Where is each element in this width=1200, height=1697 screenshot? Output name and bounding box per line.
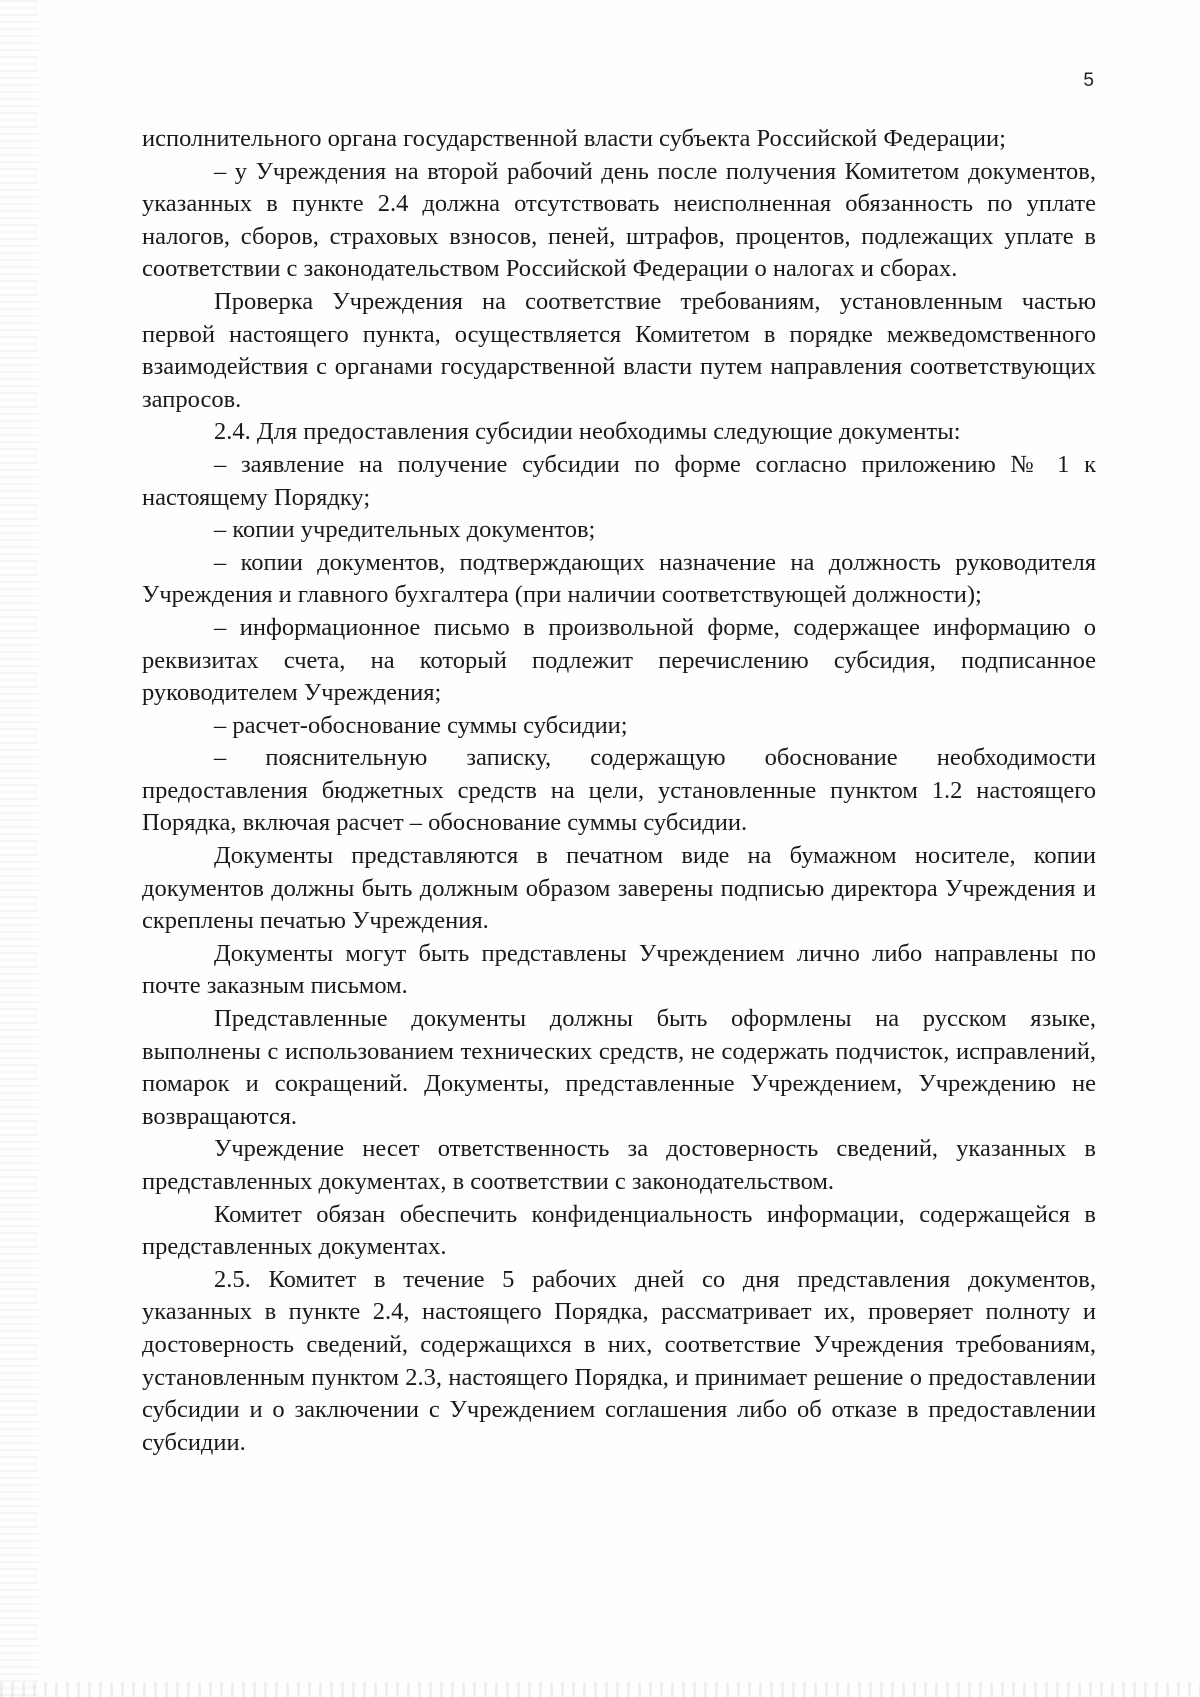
paragraph: 2.4. Для предоставления субсидии необходимы следующие документы: <box>214 418 961 446</box>
paragraph: – у Учреждения на второй рабочий день после получения Комитетом документов, указанных в пункте 2.4 должна отсутствовать неисполненная обязанность по уплате налогов, сборов, страховых взносов, пеней, штрафов, процентов, подлежащих уплате в соответствии с законодательством Российской Федерации о налогах и сборах. <box>142 157 1096 283</box>
scan-edge-bottom <box>0 1682 1200 1697</box>
paragraph: Учреждение несет ответственность за достоверность сведений, указанных в представленных документах, в соответствии с законодательством. <box>142 1135 1096 1195</box>
scan-edge-left <box>0 0 38 1697</box>
paragraph: Представленные документы должны быть оформлены на русском языке, выполнены с использованием технических средств, не содержать подчисток, исправлений, помарок и сокращений. Документы, представленные Учреждением, Учреждению не возвращаются. <box>142 1005 1096 1130</box>
paragraph: – пояснительную записку, содержащую обоснование необходимости предоставления бюджетных средств на цели, установленные пунктом 1.2 настоящего Порядка, включая расчет – обоснование суммы субсидии. <box>142 744 1096 837</box>
paragraph: Комитет обязан обеспечить конфиденциальность информации, содержащейся в представленных документах. <box>142 1200 1096 1261</box>
paragraph: – заявление на получение субсидии по форме согласно приложению № 1 к настоящему Порядку; <box>142 450 1096 511</box>
paragraph: Проверка Учреждения на соответствие требованиям, установленным частью первой настоящего пункта, осуществляется Комитетом в порядке межведомственного взаимодействия с органами государственной власти путем направления соответствующих запросов. <box>142 287 1096 413</box>
paragraph: – информационное письмо в произвольной форме, содержащее информацию о реквизитах счета, на который подлежит перечислению субсидия, подписанное руководителем Учреждения; <box>142 613 1096 707</box>
paragraph: – копии документов, подтверждающих назначение на должность руководителя Учреждения и главного бухгалтера (при наличии соответствующей должности); <box>142 548 1096 609</box>
paragraph: Документы представляются в печатном виде на бумажном носителе, копии документов должны быть должным образом заверены подписью директора Учреждения и скреплены печатью Учреждения. <box>142 842 1096 935</box>
paragraph: исполнительного органа государственной власти субъекта Российской Федерации; <box>142 125 1006 152</box>
page-number: 5 <box>1083 70 1094 91</box>
paragraph: – копии учредительных документов; <box>214 516 596 544</box>
document-body <box>142 123 1096 1459</box>
paragraph: – расчет-обоснование суммы субсидии; <box>214 711 628 739</box>
paragraph: 2.5. Комитет в течение 5 рабочих дней со дня представления документов, указанных в пункте 2.4, настоящего Порядка, рассматривает их, проверяет полноту и достоверность сведений, содержащихся в них, соответствие Учреждения требованиям, установленным пунктом 2.3, настоящего Порядка, и принимает решение о предоставлении субсидии и о заключении с Учреждением соглашения либо об отказе в предоставлении субсидии. <box>142 1265 1096 1456</box>
paragraph: Документы могут быть представлены Учреждением лично либо направлены по почте заказным письмом. <box>142 939 1096 1000</box>
